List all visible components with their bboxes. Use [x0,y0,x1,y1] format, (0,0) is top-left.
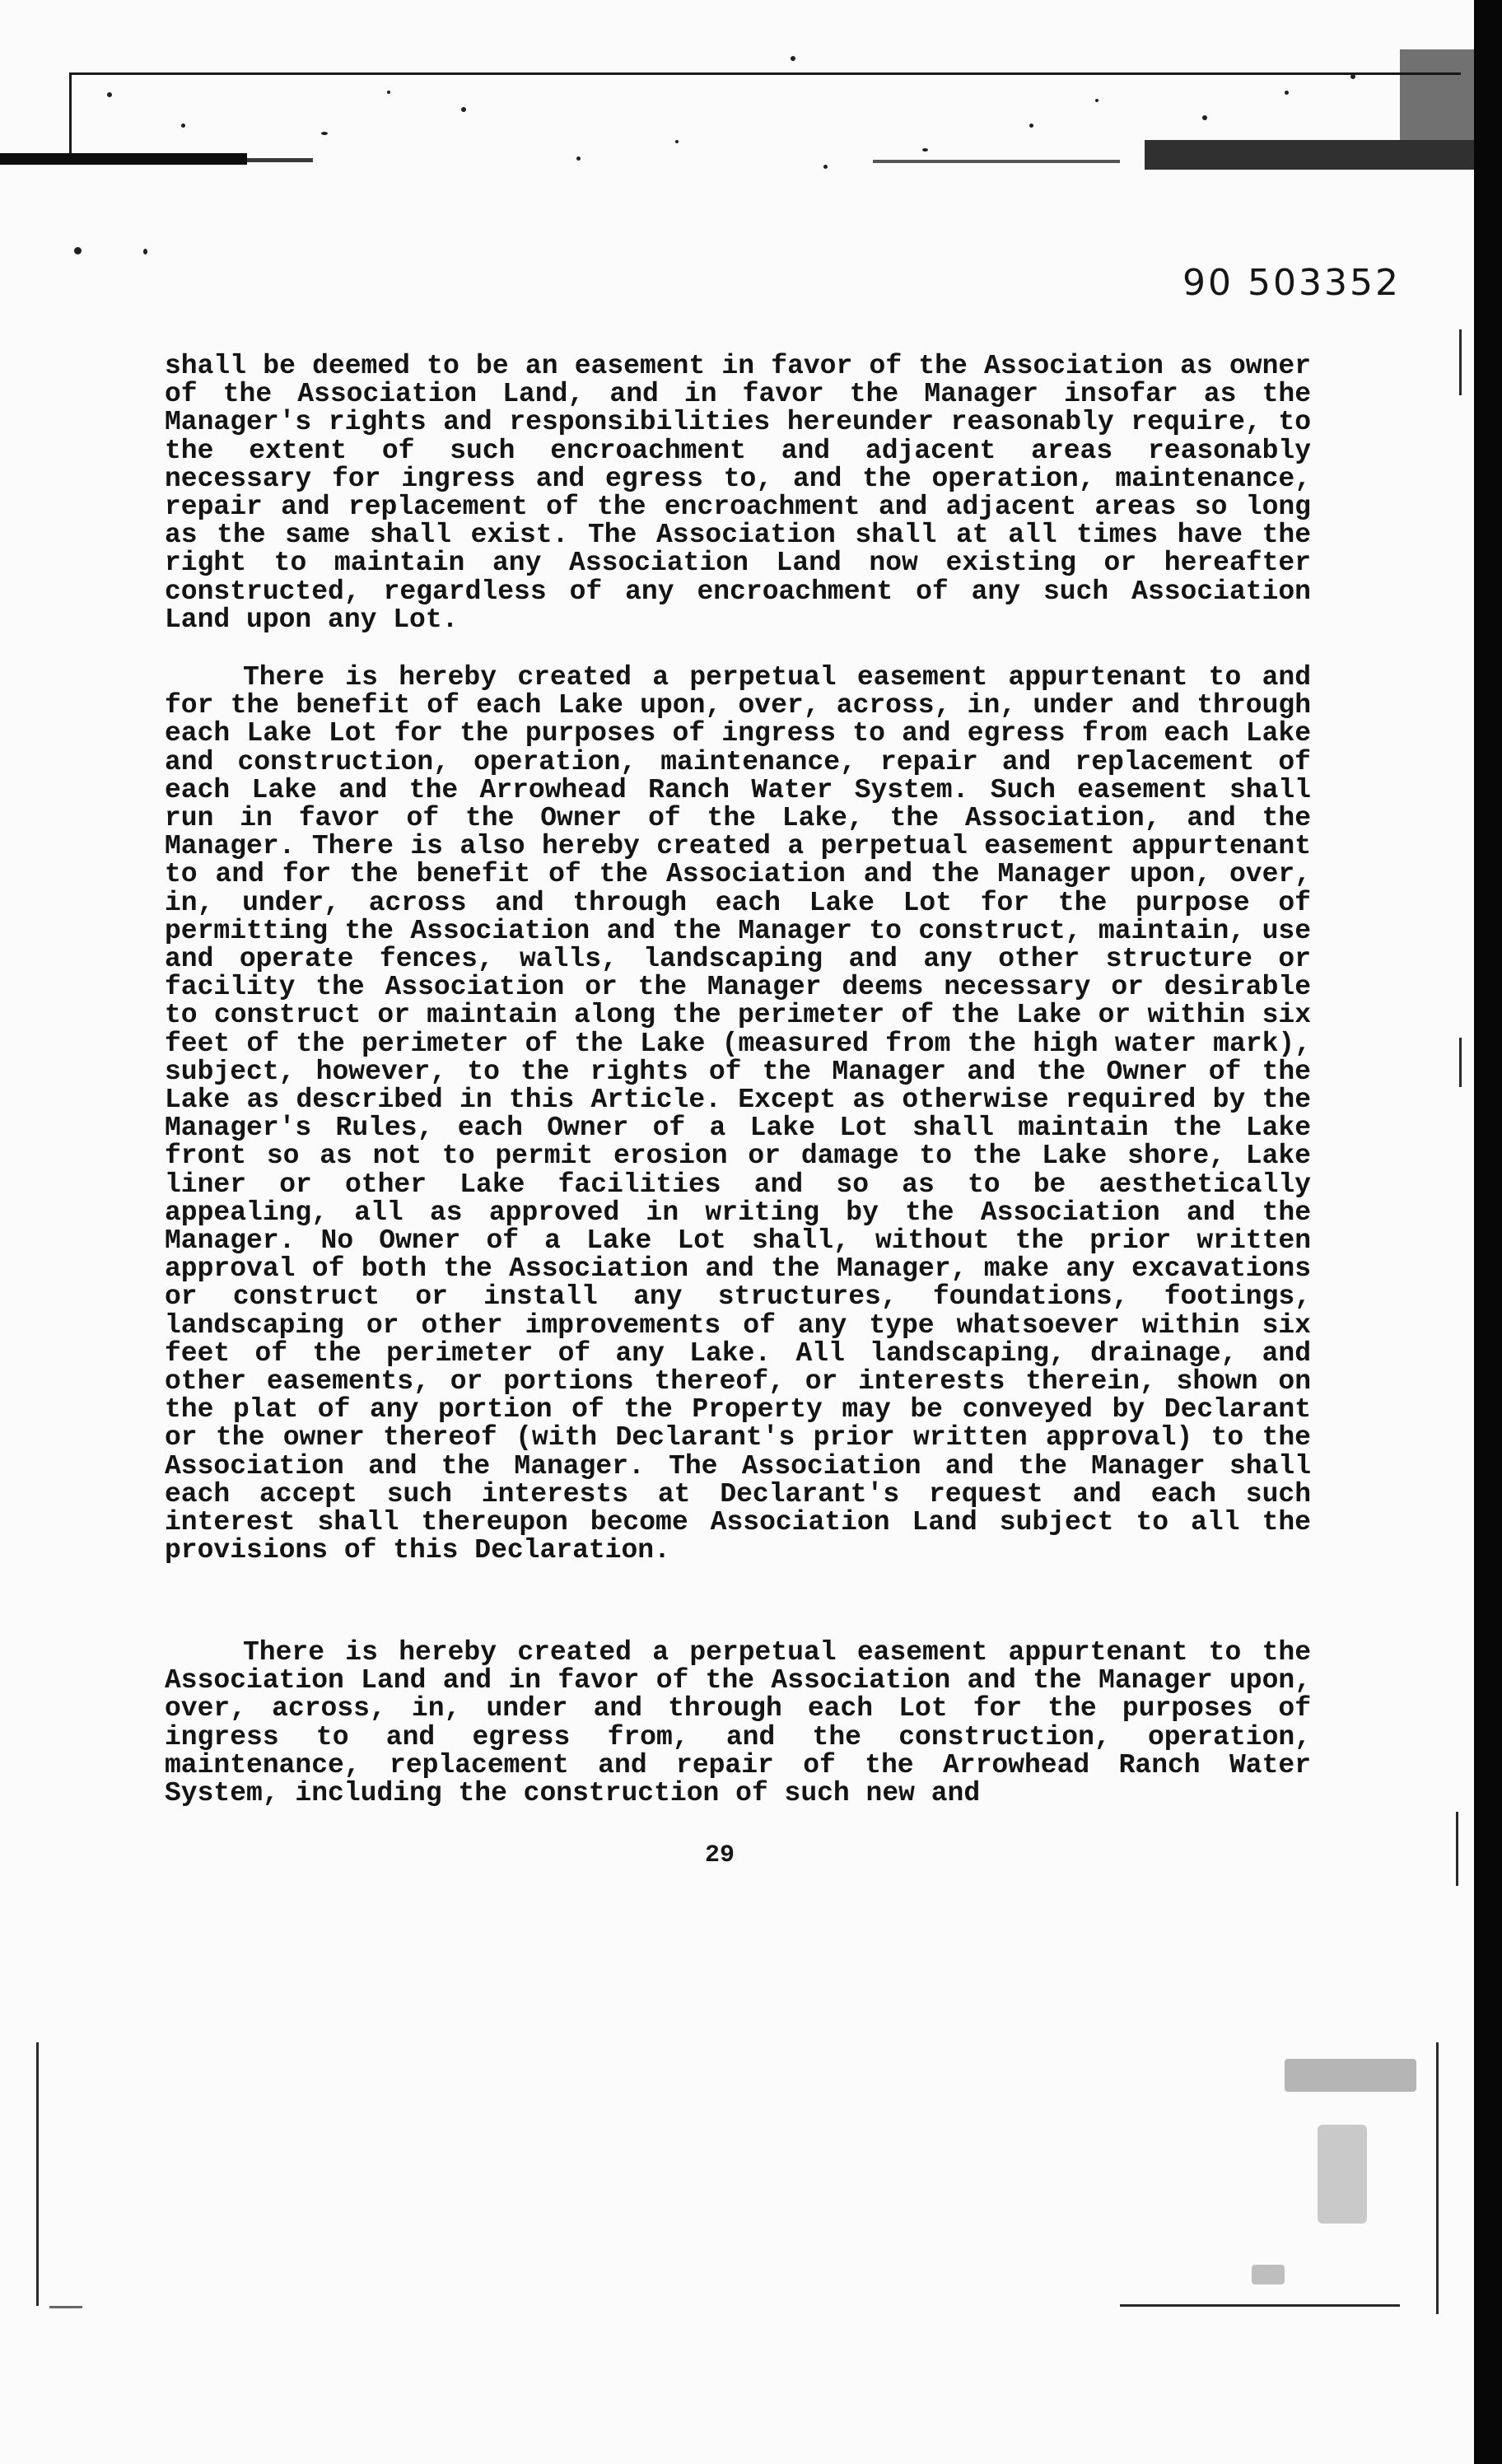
body-paragraph-2 [165,664,1311,1566]
scan-bottom-line [49,2306,82,2308]
scan-speck [1318,2125,1367,2224]
scan-margin-line [1436,2042,1439,2314]
scan-speck [143,249,147,254]
body-paragraph-3 [165,1639,1311,1808]
document-number: 90 503352 [1182,262,1401,304]
paragraph-text: There is hereby created a perpetual easement appurtenant to the Association Land and in favor of the Association and the Manager upon, over, across, in, under and through each Lot for the purposes of ingress to and egress from, and the construction, operation, maintenance, replacement and repair of the Arrowhead Ranch Water System, including the construction of such new and [165,1637,1311,1809]
page-number: 29 [705,1841,735,1869]
scan-margin-line [1456,1812,1458,1886]
scan-noise-header [0,0,1474,198]
scan-margin-line [1459,1038,1462,1087]
paragraph-text: shall be deemed to be an easement in favor of the Association as owner of the Association Land, and in favor the Manager insofar as the Manager's rights and responsibilities hereunder reasonably require, to the extent of such encroachment and adjacent areas reasonably necessary for ingress and egress to, and the operation, maintenance, repair and replacement of the encroachment and adjacent areas so long as the same shall exist. The Association shall at all times have the right to maintain any Association Land now existing or hereafter constructed, regardless of any encroachment of any such Association Land upon any Lot. [165,351,1311,635]
scan-bottom-line [1120,2304,1400,2307]
body-paragraph-1 [165,352,1311,634]
scan-speck [1285,2059,1416,2092]
scan-speck [1252,2265,1285,2284]
scan-margin-line [1459,329,1462,395]
scanner-edge [1474,0,1502,2464]
scan-speck [74,247,82,254]
paragraph-text: There is hereby created a perpetual easement appurtenant to and for the benefit of each Lake upon, over, across, in, under and through each Lake Lot for the purposes of ingress to and egress from each Lake and construction, operation, maintenance, repair and replacement of each Lake and the Arrowhead Ranch Water System. Such easement shall run in favor of the Owner of the Lake, the Association, and the Manager. There is also hereby created a perpetual easement appurtenant to and for the benefit of the Association and the Manager upon, over, in, under, across and through each Lake Lot for the purpose of permitting the Association and the Manager to construct, maintain, use and operate fences, walls, landscaping and any other structure or facility the Association or the Manager deems necessary or desirable to construct or maintain along the perimeter of the Lake or within six feet of the perimeter of the Lake (measured from the high water mark), subject, however, to the rights of the Manager and the Owner of the Lake as described in this Article. Except as otherwise required by the Manager's Rules, each Owner of a Lake Lot shall maintain the Lake front so as not to permit erosion or damage to the Lake shore, Lake liner or other Lake facilities and so as to be aesthetically appealing, all as approved in writing by the Association and the Manager. No Owner of a Lake Lot shall, without the prior written approval of both the Association and the Manager, make any excavations or construct or install any structures, foundations, footings, landscaping or other improvements of any type whatsoever within six feet of the perimeter of any Lake. All landscaping, drainage, and other easements, or portions thereof, or interests therein, shown on the plat of any portion of the Property may be conveyed by Declarant or the owner thereof (with Declarant's prior written approval) to the Association and the Manager. The Association and the Manager shall each accept such interests at Declarant's request and each such interest shall thereupon become Association Land subject to all the provisions of this Declaration. [165,662,1311,1566]
scan-margin-line [36,2042,39,2306]
